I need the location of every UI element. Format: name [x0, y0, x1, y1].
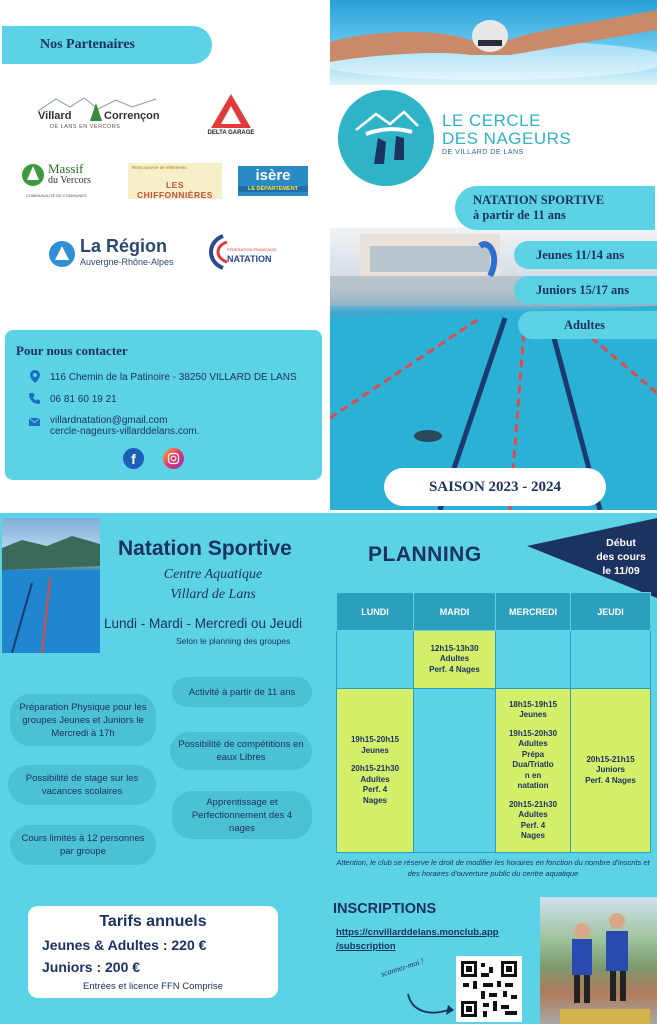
natation-line2: à partir de 11 ans	[473, 208, 566, 222]
cell-text: Adultes	[439, 654, 470, 664]
massif-text: Massif	[48, 161, 84, 176]
cell-text: Dua/Triatlo	[512, 760, 554, 769]
outdoor-pool-photo	[2, 518, 100, 653]
natation-sportive-title: Natation Sportive	[118, 537, 292, 560]
club-logo	[338, 90, 434, 186]
delta-triangle-icon	[203, 92, 259, 132]
debut-line3: le 11/09	[602, 565, 640, 577]
cell-text: Perf. 4	[520, 820, 546, 830]
cell-text: Perf. 4 Nages	[429, 664, 480, 674]
inscriptions-link[interactable]	[336, 926, 499, 954]
tarif-note: Entrées et licence FFN Comprise	[83, 981, 223, 992]
debut-cours-text	[586, 536, 656, 578]
cell-text: Adultes	[518, 810, 548, 819]
cell-text: Jeunes	[519, 710, 547, 719]
bubble-cours-limites: Cours limités à 12 personnes par groupe	[10, 825, 156, 865]
header-lundi: LUNDI	[337, 593, 414, 631]
debut-line1: Début	[606, 537, 636, 549]
age-pill-jeunes: Jeunes 11/14 ans	[514, 241, 657, 269]
logo-la-region	[48, 236, 178, 272]
tree-icon	[22, 162, 44, 192]
instagram-icon[interactable]	[163, 448, 184, 469]
inscriptions-title: INSCRIPTIONS	[333, 901, 437, 917]
logo-chiffonnieres	[128, 163, 222, 199]
scannez-moi-text: scannez-moi !	[379, 956, 425, 979]
cell-mardi-soir	[414, 689, 496, 853]
url-line2: /subscription	[336, 941, 396, 952]
cell-mercredi-soir	[496, 689, 571, 853]
cell-text: Adultes	[360, 774, 390, 784]
cell-lundi-midi	[337, 631, 414, 689]
qr-code-icon	[459, 959, 519, 1019]
cell-mercredi-midi	[496, 631, 571, 689]
cell-lundi-soir	[337, 689, 414, 853]
cell-text: Nages	[362, 795, 387, 805]
cell-text: Nages	[520, 831, 545, 840]
cell-text: 18h15-19h15	[508, 699, 558, 709]
natation-sportive-badge	[455, 186, 655, 230]
contact-email[interactable]: villardnatation@gmail.com	[50, 415, 168, 426]
chiffonnieres-text: LES CHIFFONNIÈRES	[137, 180, 213, 200]
planning-table	[336, 592, 650, 853]
bubble-activite: Activité à partir de 11 ans	[172, 677, 312, 707]
debut-line2: des cours	[596, 551, 646, 563]
saison-badge: SAISON 2023 - 2024	[384, 468, 606, 506]
logo-ffn-natation	[203, 230, 278, 276]
du-vercors-text: du Vercors	[48, 175, 91, 186]
bubble-stage: Possibilité de stage sur les vacances scolaires	[8, 765, 156, 805]
cell-text: Perf. 4	[362, 785, 388, 794]
logo-villard-correncon	[36, 95, 158, 135]
chiffonnieres-top-text: Ressourcerie de vêtements	[132, 165, 187, 170]
bubble-competitions: Possibilité de compétitions en eaux Libres	[170, 732, 312, 770]
mail-icon	[29, 417, 40, 429]
cell-text: Juniors	[596, 765, 625, 775]
centre-aquatique	[158, 567, 268, 603]
cell-text: Jeunes	[361, 745, 389, 755]
facebook-letter: f	[131, 451, 136, 467]
cell-jeudi-soir	[571, 689, 651, 853]
villard-text: Villard	[38, 110, 72, 122]
cell-text: 12h15-13h30	[430, 643, 479, 653]
logo-massif-vercors	[22, 160, 102, 202]
natation-line1: NATATION SPORTIVE	[473, 193, 605, 207]
age-pill-juniors: Juniors 15/17 ans	[514, 276, 657, 304]
partners-heading	[2, 26, 212, 64]
selon-planning: Selon le planning des groupes	[176, 636, 291, 646]
cell-text: n en	[524, 770, 542, 780]
cell-spacer	[498, 792, 568, 800]
tarifs-title: Tarifs annuels	[99, 913, 207, 930]
cell-text: 19h15-20h15	[350, 735, 400, 744]
cell-spacer	[339, 756, 411, 764]
contact-title: Pour nous contacter	[16, 343, 128, 358]
training-days: Lundi - Mardi - Mercredi ou Jeudi	[104, 616, 303, 631]
villard-sub-text: DE LANS EN VERCORS	[50, 124, 121, 130]
phone-icon	[29, 393, 40, 407]
cell-spacer	[498, 721, 568, 729]
correncon-text: Corrençon	[104, 110, 160, 122]
swimmer-photo	[330, 0, 657, 85]
cell-jeudi-midi	[571, 631, 651, 689]
delta-text: DELTA GARAGE	[207, 130, 255, 136]
header-jeudi: JEUDI	[571, 593, 651, 631]
cell-text: 20h15-21h15	[586, 754, 635, 764]
cell-text: Prépa	[521, 749, 545, 759]
partners-title: Nos Partenaires	[40, 37, 135, 52]
ffn-sub-text: FÉDÉRATION FRANÇAISE	[227, 247, 277, 252]
cell-text: 20h15-21h30	[350, 764, 400, 773]
massif-sub-text: COMMUNAUTÉ DE COMMUNES	[26, 193, 87, 198]
header-mardi: MARDI	[414, 593, 496, 631]
cell-text: Adultes	[518, 739, 548, 748]
ffn-wave-icon	[203, 232, 233, 272]
contact-address: 116 Chemin de la Patinoire - 38250 VILLARD DE LANS	[50, 372, 297, 383]
ffn-natation-text: NATATION	[227, 254, 272, 264]
cell-text: natation	[517, 781, 549, 790]
centre-line1: Centre Aquatique	[163, 567, 263, 582]
planning-title: PLANNING	[368, 543, 482, 566]
contact-phone: 06 81 60 19 21	[50, 394, 117, 405]
facebook-icon[interactable]	[123, 448, 144, 469]
logo-delta-garage	[203, 92, 259, 140]
tarif-juniors: Juniors : 200 €	[42, 959, 141, 975]
contact-website[interactable]: cercle-nageurs-villarddelans.com.	[50, 426, 200, 437]
club-subtitle: DE VILLARD DE LANS	[442, 149, 524, 156]
location-pin-icon	[30, 370, 40, 386]
tarif-jeunes-adultes: Jeunes & Adultes : 220 €	[42, 937, 207, 953]
swimmer-logo-icon	[338, 90, 434, 186]
centre-line2: Villard de Lans	[170, 587, 256, 602]
club-name-line2: DES NAGEURS	[442, 129, 572, 148]
logo-isere	[238, 166, 308, 196]
cell-text: 20h15-21h30	[508, 799, 558, 809]
region-icon	[48, 240, 76, 268]
attention-note: Attention, le club se réserve le droit de modifier les horaires en fonction du nombre d'inscrits et des horaires d'ouverture public du centre aquatique	[336, 858, 650, 878]
region-text: La Région	[80, 236, 168, 256]
cell-mardi-midi	[414, 631, 496, 689]
cell-text: 19h15-20h30	[508, 728, 558, 738]
url-line1: https://cnvillarddelans.monclub.app	[336, 927, 499, 938]
club-name	[442, 112, 571, 148]
qr-code[interactable]	[456, 956, 522, 1022]
cell-text: Perf. 4 Nages	[585, 775, 636, 785]
bubble-preparation: Préparation Physique pour les groupes Jeunes et Juniors le Mercredi à 17h	[10, 694, 156, 746]
swimmers-podium-photo	[540, 897, 657, 1024]
region-sub-text: Auvergne-Rhône-Alpes	[80, 257, 174, 267]
club-name-line1: LE CERCLE	[442, 111, 541, 130]
age-pill-adultes: Adultes	[518, 311, 657, 339]
isere-text: isère	[255, 167, 291, 184]
header-mercredi: MERCREDI	[496, 593, 571, 631]
arrow-icon	[404, 990, 454, 1020]
isere-sub-text: LE DÉPARTEMENT	[238, 186, 308, 192]
bubble-apprentissage: Apprentissage et Perfectionnement des 4 nages	[172, 791, 312, 839]
